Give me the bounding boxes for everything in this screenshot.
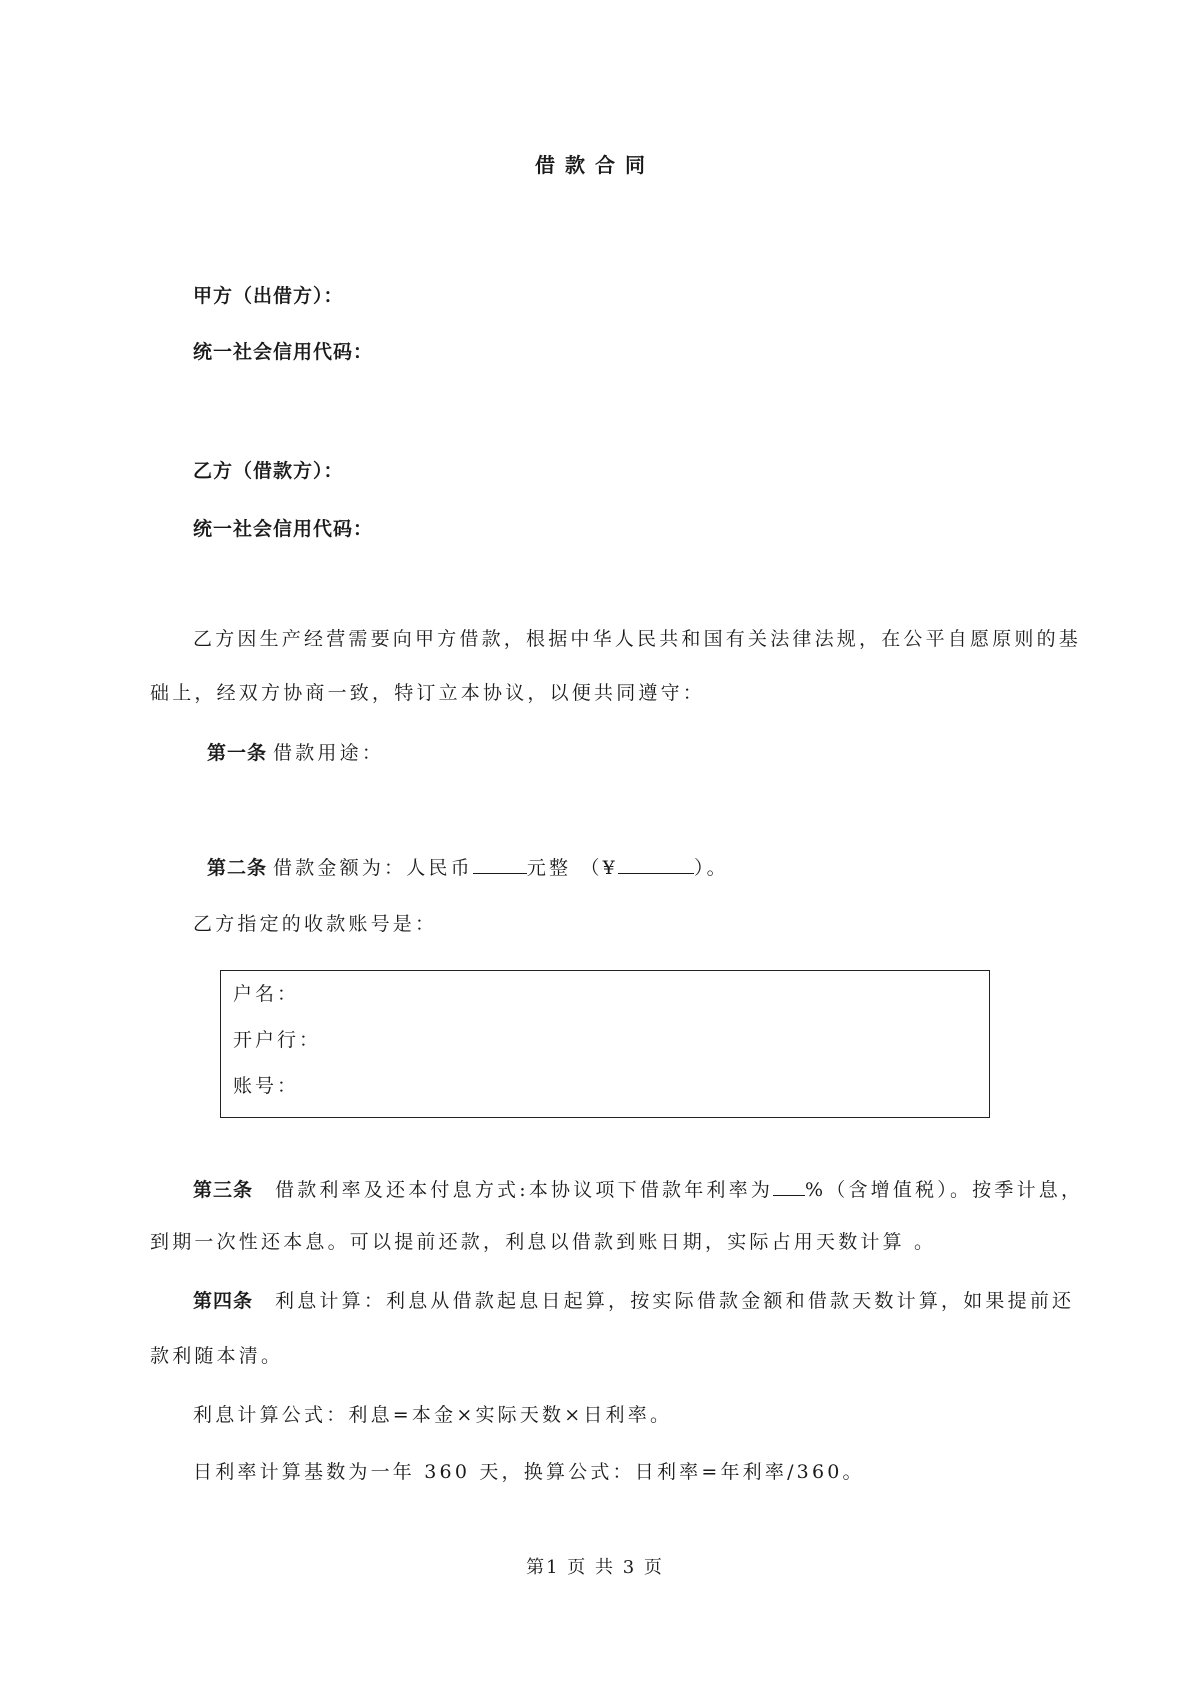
article-3 (193, 1177, 1083, 1202)
article-1-text: 借款用途： (273, 742, 385, 764)
account-info-box (220, 970, 990, 1118)
party-a-label: 甲方（出借方）： (193, 285, 344, 307)
bank-label: 开户行： (233, 1029, 322, 1051)
account-name-label: 户名： (233, 983, 300, 1005)
article-2-text-after: ）。 (693, 857, 729, 879)
daily-rate-formula: 日利率计算基数为一年 360 天，换算公式：日利率=年利率/360。 (193, 1461, 865, 1483)
article-1 (207, 741, 384, 765)
party-b-credit-code-label: 统一社会信用代码： (193, 518, 374, 540)
article-2 (207, 855, 729, 880)
amount-number-blank[interactable] (618, 855, 694, 874)
account-number-label: 账号： (233, 1075, 300, 1097)
preamble-line-2: 础上，经双方协商一致，特订立本协议，以便共同遵守： (150, 682, 706, 704)
article-3-label: 第三条 (193, 1179, 254, 1201)
article-4-label: 第四条 (193, 1290, 254, 1312)
article-4-text: 利息计算：利息从借款起息日起算，按实际借款金额和借款天数计算，如果提前还 (275, 1290, 1075, 1312)
account-intro: 乙方指定的收款账号是： (193, 913, 438, 935)
article-4 (193, 1289, 1074, 1313)
article-3-text-before: 借款利率及还本付息方式:本协议项下借款年利率为 (275, 1179, 774, 1201)
article-4-line-2: 款利随本清。 (150, 1345, 284, 1367)
article-3-text-after: %（含增值税）。按季计息， (805, 1179, 1084, 1201)
document-title: 借款合同 (535, 153, 655, 177)
amount-words-blank[interactable] (473, 855, 527, 874)
party-b-label: 乙方（借款方）： (193, 460, 344, 482)
article-2-label: 第二条 (207, 857, 268, 879)
interest-formula: 利息计算公式：利息=本金×实际天数×日利率。 (193, 1404, 673, 1426)
article-3-line-2: 到期一次性还本息。可以提前还款，利息以借款到账日期，实际占用天数计算 。 (150, 1231, 937, 1253)
page-footer: 第1 页 共 3 页 (526, 1557, 664, 1578)
preamble-line-1: 乙方因生产经营需要向甲方借款，根据中华人民共和国有关法律法规，在公平自愿原则的基 (193, 628, 1082, 650)
party-a-credit-code-label: 统一社会信用代码： (193, 341, 374, 363)
article-2-text-middle: 元整 （¥ (526, 857, 618, 879)
article-1-label: 第一条 (207, 742, 268, 764)
article-2-text-before: 借款金额为：人民币 (273, 857, 473, 879)
interest-rate-blank[interactable] (773, 1177, 805, 1196)
